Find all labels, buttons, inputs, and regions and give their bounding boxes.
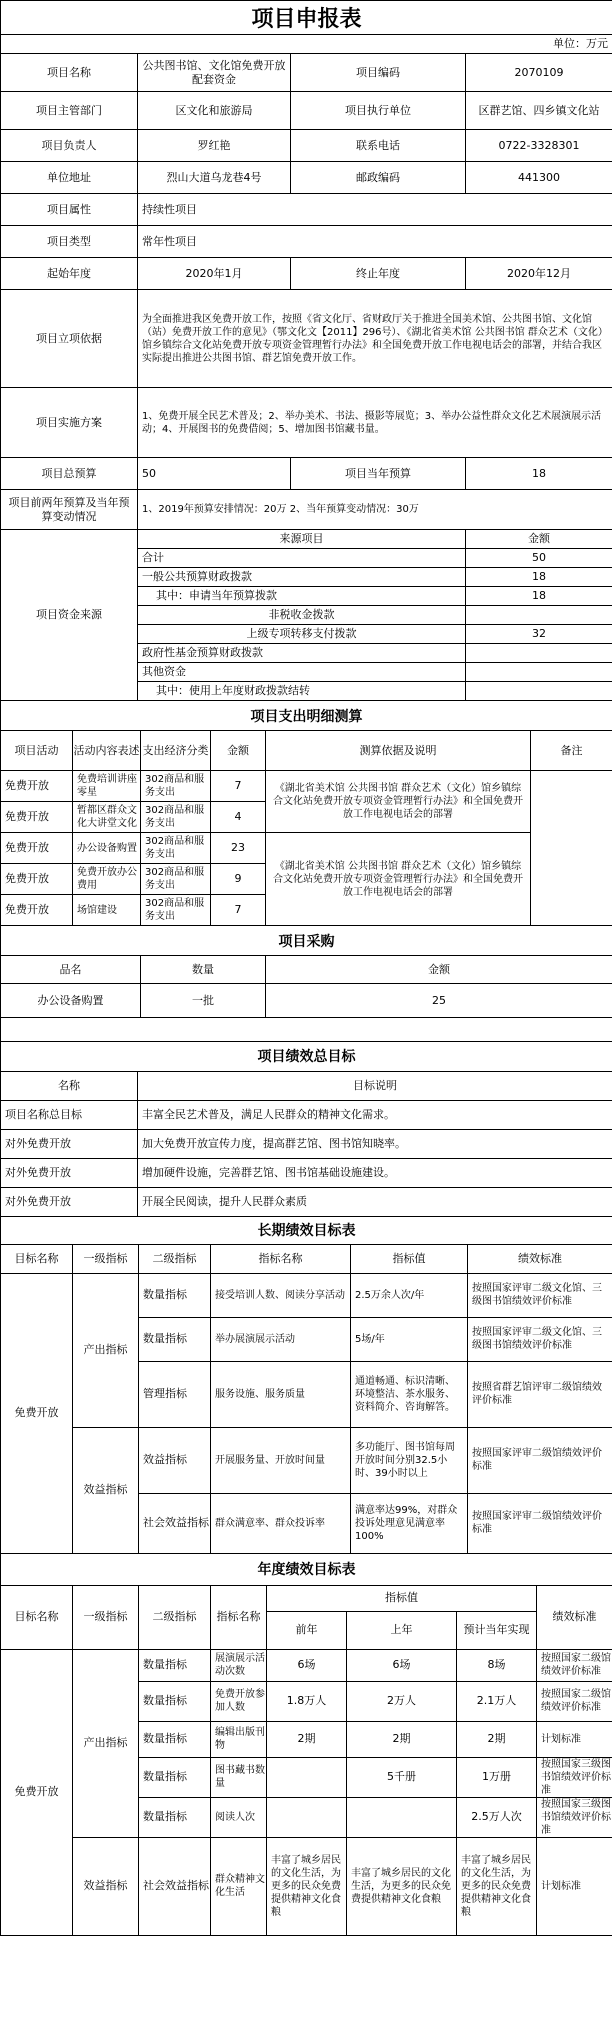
funding-row: 合计 [138, 549, 466, 568]
year-budget: 18 [466, 458, 612, 490]
expense-title: 项目支出明细测算 [1, 701, 612, 731]
change-label: 项目前两年预算及当年预算变动情况 [1, 490, 138, 530]
dept-label: 项目主管部门 [1, 92, 138, 130]
longterm-l2: 效益指标 [139, 1427, 211, 1493]
budget: 50 [138, 458, 291, 490]
longterm-header: 二级指标 [139, 1244, 211, 1273]
zip-label: 邮政编码 [291, 162, 466, 194]
expense-class: 302商品和服务支出 [141, 864, 211, 895]
goal-header: 名称 [1, 1071, 138, 1100]
annual-v2 [347, 1797, 457, 1837]
purchase-header: 品名 [1, 956, 141, 984]
dept: 区文化和旅游局 [138, 92, 291, 130]
annual-header: 指标名称 [211, 1585, 267, 1649]
annual-v2: 2期 [347, 1721, 457, 1757]
longterm-l2: 数量指标 [139, 1273, 211, 1317]
annual-l2: 数量指标 [139, 1721, 211, 1757]
annual-v2: 2万人 [347, 1681, 457, 1721]
longterm-std: 按照国家评审二级馆绩效评价标准 [468, 1493, 612, 1553]
funding-amount [466, 663, 612, 682]
funding-amount [466, 606, 612, 625]
header-table [0, 0, 612, 54]
basis: 为全面推进我区免费开放工作，按照《省文化厅、省财政厅关于推进全国美术馆、公共图书馆、文化馆（站）免费开放工作的意见》（鄂文化文【2011】296号）、《湖北省美术馆 公共图书馆 群众艺术（文化）馆乡镇综合文化站免费开放专项资金管理暂行办法》和全国免费开放工作电视电话会的部署，并结合我区实际提出推进公共图书馆、群艺馆免费开放工作。 [138, 290, 612, 388]
longterm-name: 开展服务量、开放时间量 [211, 1427, 351, 1493]
longterm-header: 目标名称 [1, 1244, 73, 1273]
longterm-value: 2.5万余人次/年 [351, 1273, 468, 1317]
expense-activity: 免费开放 [1, 771, 73, 802]
goal-desc: 加大免费开放宣传力度，提高群艺馆、图书馆知晓率。 [138, 1129, 612, 1158]
addr-label: 单位地址 [1, 162, 138, 194]
unit-label: 单位：万元 [1, 35, 612, 54]
annual-title: 年度绩效目标表 [1, 1553, 612, 1585]
annual-std: 按照国家二级馆绩效评价标准 [537, 1649, 612, 1681]
purchase-title: 项目采购 [1, 926, 612, 956]
longterm-table [0, 1216, 612, 1554]
longterm-std: 按照国家评审二级馆绩效评价标准 [468, 1427, 612, 1493]
purchase-amount: 25 [266, 984, 612, 1018]
project-name-label: 项目名称 [1, 54, 138, 92]
annual-l2: 社会效益指标 [139, 1837, 211, 1935]
longterm-std: 按照国家评审二级文化馆、三级图书馆绩效评价标准 [468, 1317, 612, 1361]
expense-header: 活动内容表述 [73, 731, 141, 771]
annual-subheader: 上年 [347, 1611, 457, 1649]
goal-table [0, 1041, 612, 1217]
budget-label: 项目总预算 [1, 458, 138, 490]
purchase-header: 金额 [266, 956, 612, 984]
expense-amount: 7 [211, 895, 266, 926]
goal-desc: 丰富全民艺术普及，满足人民群众的精神文化需求。 [138, 1100, 612, 1129]
expense-activity: 免费开放 [1, 895, 73, 926]
goal-desc: 增加硬件设施，完善群艺馆、图书馆基础设施建设。 [138, 1158, 612, 1187]
longterm-level1: 效益指标 [73, 1427, 139, 1553]
annual-name: 免费开放参加人数 [211, 1681, 267, 1721]
attr-label: 项目属性 [1, 194, 138, 226]
exec: 区群艺馆、四乡镇文化站 [466, 92, 612, 130]
funding-head-source: 来源项目 [138, 530, 466, 549]
longterm-value: 通道畅通、标识清晰、环境整洁、茶水服务、资料简介、咨询解答。 [351, 1361, 468, 1427]
annual-v2: 6场 [347, 1649, 457, 1681]
annual-l2: 数量指标 [139, 1797, 211, 1837]
annual-name: 展演展示活动次数 [211, 1649, 267, 1681]
addr: 烈山大道乌龙巷4号 [138, 162, 291, 194]
annual-header: 目标名称 [1, 1585, 73, 1649]
funding-row: 政府性基金预算财政拨款 [138, 644, 466, 663]
annual-v1: 6场 [267, 1649, 347, 1681]
annual-header: 指标值 [267, 1585, 537, 1611]
annual-l2: 数量指标 [139, 1681, 211, 1721]
annual-header: 一级指标 [73, 1585, 139, 1649]
expense-content: 办公设备购置 [73, 833, 141, 864]
annual-v2: 5千册 [347, 1757, 457, 1797]
basic-info-table [0, 53, 612, 530]
funding-amount: 32 [466, 625, 612, 644]
attr: 持续性项目 [138, 194, 612, 226]
annual-std: 按照国家三级图书馆绩效评价标准 [537, 1797, 612, 1837]
expense-class: 302商品和服务支出 [141, 802, 211, 833]
expense-table [0, 700, 612, 926]
project-name: 公共图书馆、文化馆免费开放配套资金 [138, 54, 291, 92]
longterm-title: 长期绩效目标表 [1, 1216, 612, 1244]
project-code: 2070109 [466, 54, 612, 92]
plan-label: 项目实施方案 [1, 388, 138, 458]
expense-content: 免费培训讲座零星 [73, 771, 141, 802]
funding-row: 非税收金拨款 [138, 606, 466, 625]
plan: 1、免费开展全民艺术普及；2、举办美术、书法、摄影等展览；3、举办公益性群众文化艺术展演展示活动；4、开展图书的免费借阅；5、增加图书馆藏书量。 [138, 388, 612, 458]
expense-content: 暂都区群众文化大讲堂文化 [73, 802, 141, 833]
annual-v3: 8场 [457, 1649, 537, 1681]
funding-row: 其中：申请当年预算拨款 [138, 587, 466, 606]
expense-class: 302商品和服务支出 [141, 771, 211, 802]
longterm-std: 按照国家评审二级文化馆、三级图书馆绩效评价标准 [468, 1273, 612, 1317]
longterm-header: 一级指标 [73, 1244, 139, 1273]
goal-name: 对外免费开放 [1, 1158, 138, 1187]
expense-class: 302商品和服务支出 [141, 895, 211, 926]
document-title: 项目申报表 [1, 1, 612, 35]
type: 常年性项目 [138, 226, 612, 258]
goal-header: 目标说明 [138, 1071, 612, 1100]
expense-content: 场馆建设 [73, 895, 141, 926]
funding-amount: 18 [466, 587, 612, 606]
funding-row: 其他资金 [138, 663, 466, 682]
longterm-header: 指标名称 [211, 1244, 351, 1273]
annual-header: 二级指标 [139, 1585, 211, 1649]
expense-activity: 免费开放 [1, 864, 73, 895]
annual-v2: 丰富了城乡居民的文化生活，为更多的民众免费提供精神文化食粮 [347, 1837, 457, 1935]
spacer [1, 1018, 612, 1042]
annual-v1: 1.8万人 [267, 1681, 347, 1721]
annual-name: 群众精神文化生活 [211, 1837, 267, 1935]
annual-v3: 2.1万人 [457, 1681, 537, 1721]
funding-amount [466, 682, 612, 701]
longterm-name: 服务设施、服务质量 [211, 1361, 351, 1427]
longterm-value: 5场/年 [351, 1317, 468, 1361]
annual-std: 计划标准 [537, 1837, 612, 1935]
funding-amount [466, 644, 612, 663]
expense-header: 项目活动 [1, 731, 73, 771]
goal-name: 项目名称总目标 [1, 1100, 138, 1129]
longterm-l2: 社会效益指标 [139, 1493, 211, 1553]
funding-table [0, 529, 612, 701]
end: 2020年12月 [466, 258, 612, 290]
annual-v1: 丰富了城乡居民的文化生活，为更多的民众免费提供精神文化食粮 [267, 1837, 347, 1935]
zip: 441300 [466, 162, 612, 194]
longterm-name: 举办展演展示活动 [211, 1317, 351, 1361]
annual-v1: 2期 [267, 1721, 347, 1757]
longterm-name: 接受培训人数、阅读分享活动 [211, 1273, 351, 1317]
expense-content: 免费开放办公费用 [73, 864, 141, 895]
owner-label: 项目负责人 [1, 130, 138, 162]
expense-header: 金额 [211, 731, 266, 771]
longterm-target: 免费开放 [1, 1273, 73, 1553]
longterm-header: 指标值 [351, 1244, 468, 1273]
funding-row: 其中：使用上年度财政拨款结转 [138, 682, 466, 701]
funding-head-amount: 金额 [466, 530, 612, 549]
funding-row: 上级专项转移支付拨款 [138, 625, 466, 644]
longterm-l2: 数量指标 [139, 1317, 211, 1361]
funding-row: 一般公共预算财政拨款 [138, 568, 466, 587]
annual-v3: 2期 [457, 1721, 537, 1757]
project-code-label: 项目编码 [291, 54, 466, 92]
annual-std: 计划标准 [537, 1721, 612, 1757]
annual-name: 编辑出版刊物 [211, 1721, 267, 1757]
annual-name: 图书藏书数量 [211, 1757, 267, 1797]
purchase-qty: 一批 [141, 984, 266, 1018]
expense-amount: 4 [211, 802, 266, 833]
longterm-header: 绩效标准 [468, 1244, 612, 1273]
purchase-name: 办公设备购置 [1, 984, 141, 1018]
annual-v3: 2.5万人次 [457, 1797, 537, 1837]
start-label: 起始年度 [1, 258, 138, 290]
annual-subheader: 前年 [267, 1611, 347, 1649]
longterm-name: 群众满意率、群众投诉率 [211, 1493, 351, 1553]
longterm-value: 多功能厅、图书馆每周开放时间分别32.5小时、39小时以上 [351, 1427, 468, 1493]
phone: 0722-3328301 [466, 130, 612, 162]
phone-label: 联系电话 [291, 130, 466, 162]
type-label: 项目类型 [1, 226, 138, 258]
funding-amount: 18 [466, 568, 612, 587]
expense-basis: 《湖北省美术馆 公共图书馆 群众艺术（文化）馆乡镇综合文化站免费开放专项资金管理暂行办法》和全国免费开放工作电视电话会的部署 [266, 833, 531, 926]
year-budget-label: 项目当年预算 [291, 458, 466, 490]
expense-amount: 9 [211, 864, 266, 895]
expense-activity: 免费开放 [1, 802, 73, 833]
annual-v1 [267, 1797, 347, 1837]
annual-header: 绩效标准 [537, 1585, 612, 1649]
exec-label: 项目执行单位 [291, 92, 466, 130]
annual-target: 免费开放 [1, 1649, 73, 1935]
owner: 罗红艳 [138, 130, 291, 162]
expense-header: 备注 [531, 731, 612, 771]
annual-std: 按照国家三级图书馆绩效评价标准 [537, 1757, 612, 1797]
expense-amount: 7 [211, 771, 266, 802]
change: 1、2019年预算安排情况：20万 2、当年预算变动情况：30万 [138, 490, 612, 530]
annual-l2: 数量指标 [139, 1649, 211, 1681]
expense-header: 测算依据及说明 [266, 731, 531, 771]
annual-name: 阅读人次 [211, 1797, 267, 1837]
goal-title: 项目绩效总目标 [1, 1041, 612, 1071]
annual-std: 按照国家二级馆绩效评价标准 [537, 1681, 612, 1721]
annual-subheader: 预计当年实现 [457, 1611, 537, 1649]
start: 2020年1月 [138, 258, 291, 290]
annual-v3: 丰富了城乡居民的文化生活，为更多的民众免费提供精神文化食粮 [457, 1837, 537, 1935]
expense-note [531, 771, 612, 926]
purchase-header: 数量 [141, 956, 266, 984]
annual-level1: 效益指标 [73, 1837, 139, 1935]
annual-level1: 产出指标 [73, 1649, 139, 1837]
purchase-table [0, 925, 612, 1042]
expense-activity: 免费开放 [1, 833, 73, 864]
annual-l2: 数量指标 [139, 1757, 211, 1797]
expense-header: 支出经济分类 [141, 731, 211, 771]
end-label: 终止年度 [291, 258, 466, 290]
goal-desc: 开展全民阅读，提升人民群众素质 [138, 1187, 612, 1216]
annual-v3: 1万册 [457, 1757, 537, 1797]
expense-basis: 《湖北省美术馆 公共图书馆 群众艺术（文化）馆乡镇综合文化站免费开放专项资金管理暂行办法》和全国免费开放工作电视电话会的部署 [266, 771, 531, 833]
longterm-level1: 产出指标 [73, 1273, 139, 1427]
goal-name: 对外免费开放 [1, 1129, 138, 1158]
annual-v1 [267, 1757, 347, 1797]
expense-class: 302商品和服务支出 [141, 833, 211, 864]
annual-table [0, 1553, 612, 1936]
expense-amount: 23 [211, 833, 266, 864]
longterm-l2: 管理指标 [139, 1361, 211, 1427]
funding-label: 项目资金来源 [1, 530, 138, 701]
longterm-std: 按照省群艺馆评审二级馆绩效评价标准 [468, 1361, 612, 1427]
longterm-value: 满意率达99%，对群众投诉处理意见满意率100% [351, 1493, 468, 1553]
goal-name: 对外免费开放 [1, 1187, 138, 1216]
basis-label: 项目立项依据 [1, 290, 138, 388]
funding-amount: 50 [466, 549, 612, 568]
